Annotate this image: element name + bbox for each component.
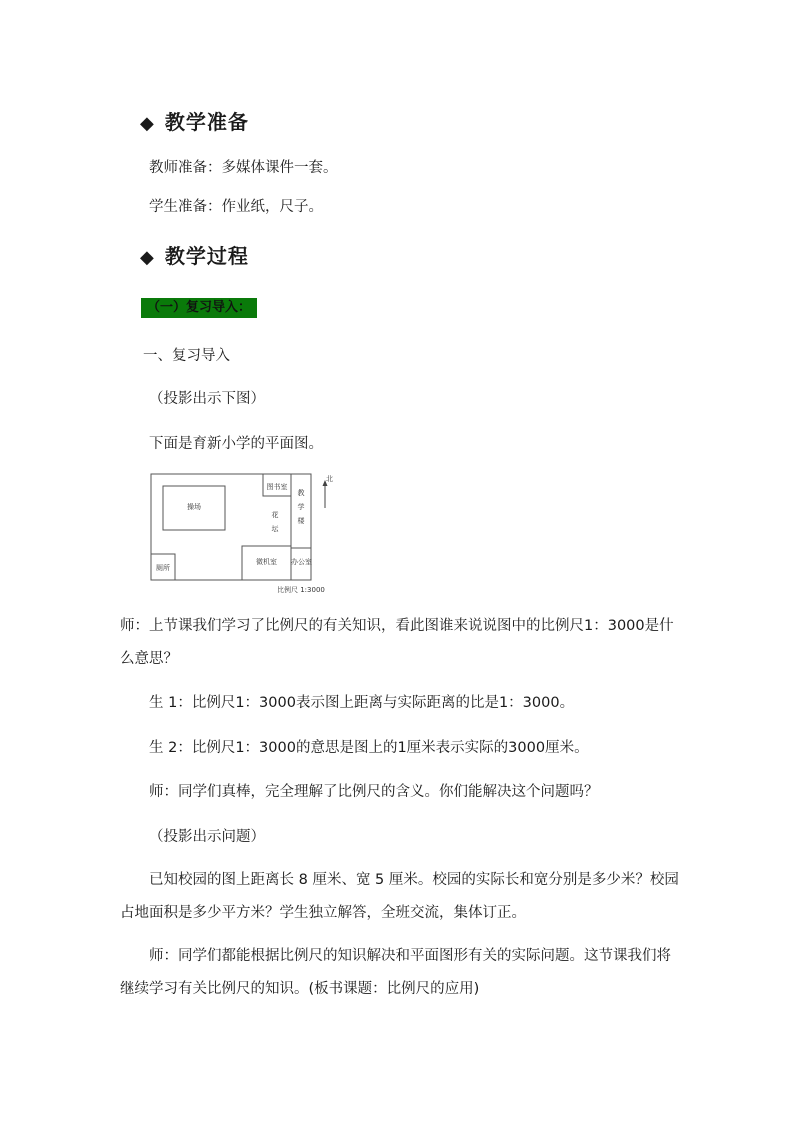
teacher-question-line2: 么意思？: [120, 651, 178, 667]
student-prep-text: 学生准备：作业纸，尺子。: [149, 199, 323, 215]
projection-note: （投影出示下图）: [149, 391, 265, 407]
teacher-praise: 师：同学们真棒，完全理解了比例尺的含义。你们能解决这个问题吗？: [149, 784, 599, 800]
heading-teaching-process: [140, 240, 249, 269]
problem-line1: 已知校园的图上距离长 8 厘米、宽 5 厘米。校园的实际长和宽分别是多少米？校园: [149, 872, 679, 888]
section-tag-review: （一）复习导入：: [141, 298, 257, 318]
floor-plan-drawing: [149, 472, 339, 598]
heading-text: 教学过程: [164, 244, 249, 268]
projection-question-note: （投影出示问题）: [149, 829, 265, 845]
school-floor-plan: [149, 472, 339, 598]
map-label-office: 办公室: [291, 558, 312, 566]
subtitle-review-intro: 一、复习导入: [143, 348, 230, 364]
closing-line2: 继续学习有关比例尺的知识。(板书课题：比例尺的应用): [120, 981, 480, 997]
map-scale-label: 比例尺 1:3000: [277, 586, 325, 594]
student1-answer: 生 1：比例尺1：3000表示图上距离与实际距离的比是1：3000。: [149, 695, 575, 711]
heading-text: 教学准备: [164, 110, 249, 134]
map-label-library: 图书室: [266, 483, 288, 491]
heading-teaching-prep: [140, 106, 249, 135]
diamond-bullet-icon: ◆: [140, 247, 155, 268]
diamond-bullet-icon: ◆: [140, 113, 155, 134]
teacher-question-line1: 师：上节课我们学习了比例尺的有关知识，看此图谁来说说图中的比例尺1：3000是什: [120, 618, 674, 634]
map-label-toilet: 厕所: [156, 564, 170, 572]
north-label: 北: [326, 475, 333, 483]
student2-answer: 生 2：比例尺1：3000的意思是图上的1厘米表示实际的3000厘米。: [149, 740, 589, 756]
closing-line1: 师：同学们都能根据比例尺的知识解决和平面图形有关的实际问题。这节课我们将: [149, 948, 671, 964]
map-label-garden: 花 坛: [271, 511, 279, 533]
map-label-teaching-building: 教 学 楼: [297, 489, 305, 525]
map-label-computer-room: 微机室: [256, 558, 277, 566]
map-intro-text: 下面是育新小学的平面图。: [149, 436, 323, 452]
problem-line2: 占地面积是多少平方米？学生独立解答，全班交流，集体订正。: [120, 905, 526, 921]
map-label-playground: 操场: [187, 503, 201, 511]
teacher-prep-text: 教师准备：多媒体课件一套。: [149, 160, 338, 176]
